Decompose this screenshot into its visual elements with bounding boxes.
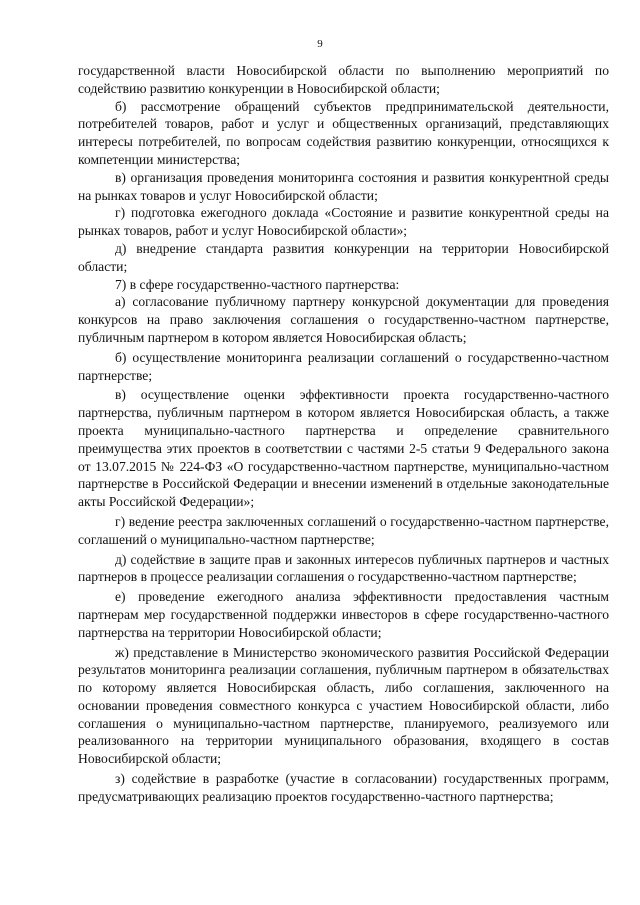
paragraph-ppp-b: б) осуществление мониторинга реализации соглашений о государственно-частном партнерстве; (78, 349, 609, 383)
paragraph-ppp-e: е) проведение ежегодного анализа эффективности предоставления частным партнерам мер государственной поддержки инвесторов в сфере государственно-частного партнерства на территории Новосибирской области; (78, 589, 609, 640)
paragraph-ppp-g: г) ведение реестра заключенных соглашений о государственно-частном партнерстве, соглашений о муниципально-частном партнерстве; (78, 513, 609, 547)
page-number: 9 (317, 38, 323, 50)
section-heading-ppp: 7) в сфере государственно-частного партнерства: (115, 276, 400, 292)
document-body (78, 62, 609, 806)
paragraph-ppp-a: а) согласование публичному партнеру конкурсной документации для проведения конкурсов на право заключения соглашения о государственно-частном партнерстве, публичным партнером в котором является Новосибирская область; (78, 294, 609, 345)
paragraph-ppp-z: з) содействие в разработке (участие в согласовании) государственных программ, предусматривающих реализацию проектов государственно-частного партнерства; (78, 771, 609, 804)
paragraph-ppp-d: д) содействие в защите прав и законных интересов публичных партнеров и частных партнеров в процессе реализации соглашения о государственно-частном партнерстве; (78, 551, 609, 585)
paragraph-item-v: в) организация проведения мониторинга состояния и развития конкурентной среды на рынках товаров и услуг Новосибирской области; (78, 169, 609, 203)
paragraph-continuation: государственной власти Новосибирской области по выполнению мероприятий по содействию развитию конкуренции в Новосибирской области; (78, 63, 609, 96)
paragraph-item-g: г) подготовка ежегодного доклада «Состояние и развитие конкурентной среды на рынках товаров, работ и услуг Новосибирской области»; (78, 205, 609, 239)
paragraph-ppp-zh: ж) представление в Министерство экономического развития Российской Федерации результатов мониторинга реализации соглашения, публичным партнером в обязательствах по которому является Новосибирская область, либо соглашения, заключенного на основании проведения совместного конкурса с участием Новосибирской области, либо соглашения о муниципально-частном партнерстве, планируемого, реализуемого или реализованного на территории муниципального образования, входящего в состав Новосибирской области; (78, 644, 609, 767)
paragraph-item-d: д) внедрение стандарта развития конкуренции на территории Новосибирской области; (78, 240, 609, 274)
paragraph-item-b: б) рассмотрение обращений субъектов предпринимательской деятельности, потребителей товаров, работ и услуг и общественных организаций, представляющих интересы потребителей, по вопросам содействия развитию конкуренции, относящихся к компетенции министерства; (78, 98, 609, 167)
paragraph-ppp-v: в) осуществление оценки эффективности проекта государственно-частного партнерства, публичным партнером в котором является Новосибирская область, а также проекта муниципально-частного партнерства и определение сравнительного преимущества этих проектов в соответствии с частями 2-5 статьи 9 Федерального закона от 13.07.2015 № 224-ФЗ «О государственно-частном партнерстве, муниципально-частном партнерстве в Российской Федерации и внесении изменений в отдельные законодательные акты Российской Федерации»; (78, 387, 609, 510)
